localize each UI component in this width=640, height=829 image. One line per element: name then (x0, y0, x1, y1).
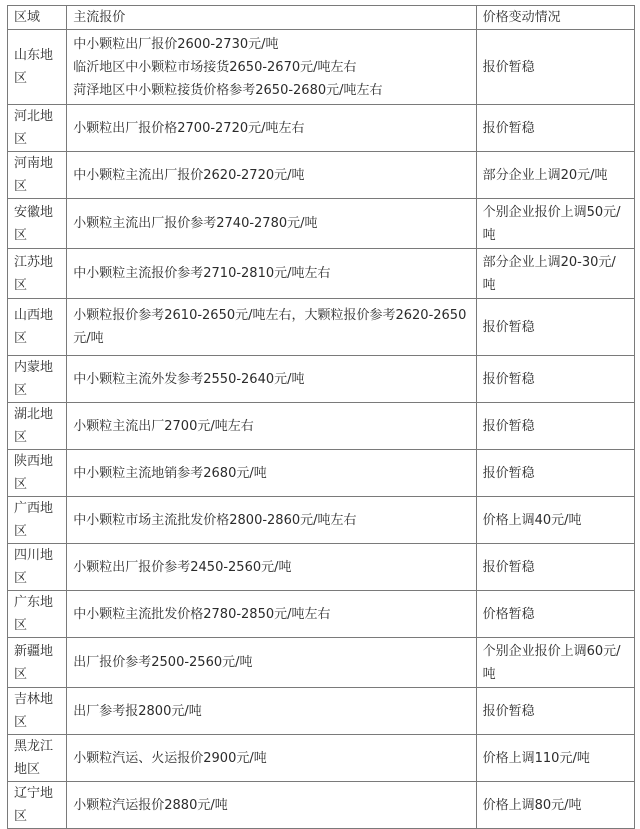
region-cell: 广西地区 (8, 497, 67, 544)
table-row (8, 105, 635, 152)
table-row (8, 299, 635, 356)
table-row (8, 199, 635, 249)
price-line: 中小颗粒主流出厂报价2620-2720元/吨 (73, 167, 305, 183)
price-cell (67, 735, 476, 782)
price-cell (67, 544, 476, 591)
price-cell (67, 199, 476, 249)
region-cell: 吉林地区 (8, 688, 67, 735)
price-line: 小颗粒报价参考2610-2650元/吨左右，大颗粒报价参考2620-2650元/吨 (73, 308, 467, 346)
price-cell (67, 638, 476, 688)
table-row (8, 782, 635, 829)
price-line: 中小颗粒出厂报价2600-2730元/吨 (73, 36, 279, 52)
price-line: 小颗粒汽运报价2880元/吨 (73, 797, 228, 813)
table-row (8, 688, 635, 735)
price-line: 中小颗粒主流批发价格2780-2850元/吨左右 (73, 606, 331, 622)
table-row (8, 544, 635, 591)
change-cell: 报价暂稳 (476, 299, 634, 356)
price-cell (67, 782, 476, 829)
price-cell (67, 105, 476, 152)
change-cell: 部分企业上调20-30元/吨 (476, 249, 634, 299)
region-cell: 河北地区 (8, 105, 67, 152)
price-line: 小颗粒汽运、火运报价2900元/吨 (73, 750, 267, 766)
price-cell (67, 403, 476, 450)
change-cell: 个别企业报价上调60元/吨 (476, 638, 634, 688)
price-line: 临沂地区中小颗粒市场接货2650-2670元/吨左右 (73, 59, 357, 75)
price-table (7, 5, 635, 829)
price-cell (67, 497, 476, 544)
change-cell: 报价暂稳 (476, 105, 634, 152)
change-cell: 报价暂稳 (476, 356, 634, 403)
price-line: 中小颗粒主流地销参考2680元/吨 (73, 465, 267, 481)
table-row (8, 591, 635, 638)
change-cell: 部分企业上调20元/吨 (476, 152, 634, 199)
change-cell: 报价暂稳 (476, 30, 634, 105)
region-cell: 河南地区 (8, 152, 67, 199)
table-row (8, 30, 635, 105)
header-price: 主流报价 (67, 6, 476, 30)
price-cell (67, 30, 476, 105)
change-cell: 价格上调110元/吨 (476, 735, 634, 782)
price-cell (67, 688, 476, 735)
region-cell: 四川地区 (8, 544, 67, 591)
table-row (8, 152, 635, 199)
price-cell (67, 249, 476, 299)
region-cell: 黑龙江地区 (8, 735, 67, 782)
price-line: 中小颗粒主流外发参考2550-2640元/吨 (73, 371, 305, 387)
table-row (8, 450, 635, 497)
change-cell: 个别企业报价上调50元/吨 (476, 199, 634, 249)
table-row (8, 403, 635, 450)
price-line: 中小颗粒市场主流批发价格2800-2860元/吨左右 (73, 512, 357, 528)
region-cell: 内蒙地区 (8, 356, 67, 403)
price-line: 小颗粒出厂报价格2700-2720元/吨左右 (73, 120, 305, 136)
table-row (8, 497, 635, 544)
change-cell: 价格暂稳 (476, 591, 634, 638)
change-cell: 报价暂稳 (476, 450, 634, 497)
region-cell: 山西地区 (8, 299, 67, 356)
region-cell: 新疆地区 (8, 638, 67, 688)
region-cell: 陕西地区 (8, 450, 67, 497)
price-cell (67, 591, 476, 638)
region-cell: 湖北地区 (8, 403, 67, 450)
region-cell: 安徽地区 (8, 199, 67, 249)
price-line: 中小颗粒主流报价参考2710-2810元/吨左右 (73, 266, 331, 281)
price-line: 小颗粒主流出厂2700元/吨左右 (73, 418, 254, 434)
price-cell (67, 356, 476, 403)
price-cell (67, 152, 476, 199)
header-row (8, 6, 635, 30)
table-row (8, 638, 635, 688)
change-cell: 价格上调40元/吨 (476, 497, 634, 544)
table-row (8, 735, 635, 782)
header-change: 价格变动情况 (476, 6, 634, 30)
change-cell: 价格上调80元/吨 (476, 782, 634, 829)
price-line: 小颗粒出厂报价参考2450-2560元/吨 (73, 559, 292, 575)
change-cell: 报价暂稳 (476, 403, 634, 450)
price-line: 菏泽地区中小颗粒接货价格参考2650-2680元/吨左右 (73, 82, 383, 98)
price-line: 小颗粒主流出厂报价参考2740-2780元/吨 (73, 216, 318, 231)
header-region: 区域 (8, 6, 67, 30)
change-cell: 报价暂稳 (476, 688, 634, 735)
change-cell: 报价暂稳 (476, 544, 634, 591)
table-row (8, 249, 635, 299)
price-line: 出厂参考报2800元/吨 (73, 703, 202, 719)
region-cell: 江苏地区 (8, 249, 67, 299)
region-cell: 辽宁地区 (8, 782, 67, 829)
price-line: 出厂报价参考2500-2560元/吨 (73, 655, 253, 670)
price-cell (67, 450, 476, 497)
table-row (8, 356, 635, 403)
region-cell: 山东地区 (8, 30, 67, 105)
region-cell: 广东地区 (8, 591, 67, 638)
price-cell (67, 299, 476, 356)
